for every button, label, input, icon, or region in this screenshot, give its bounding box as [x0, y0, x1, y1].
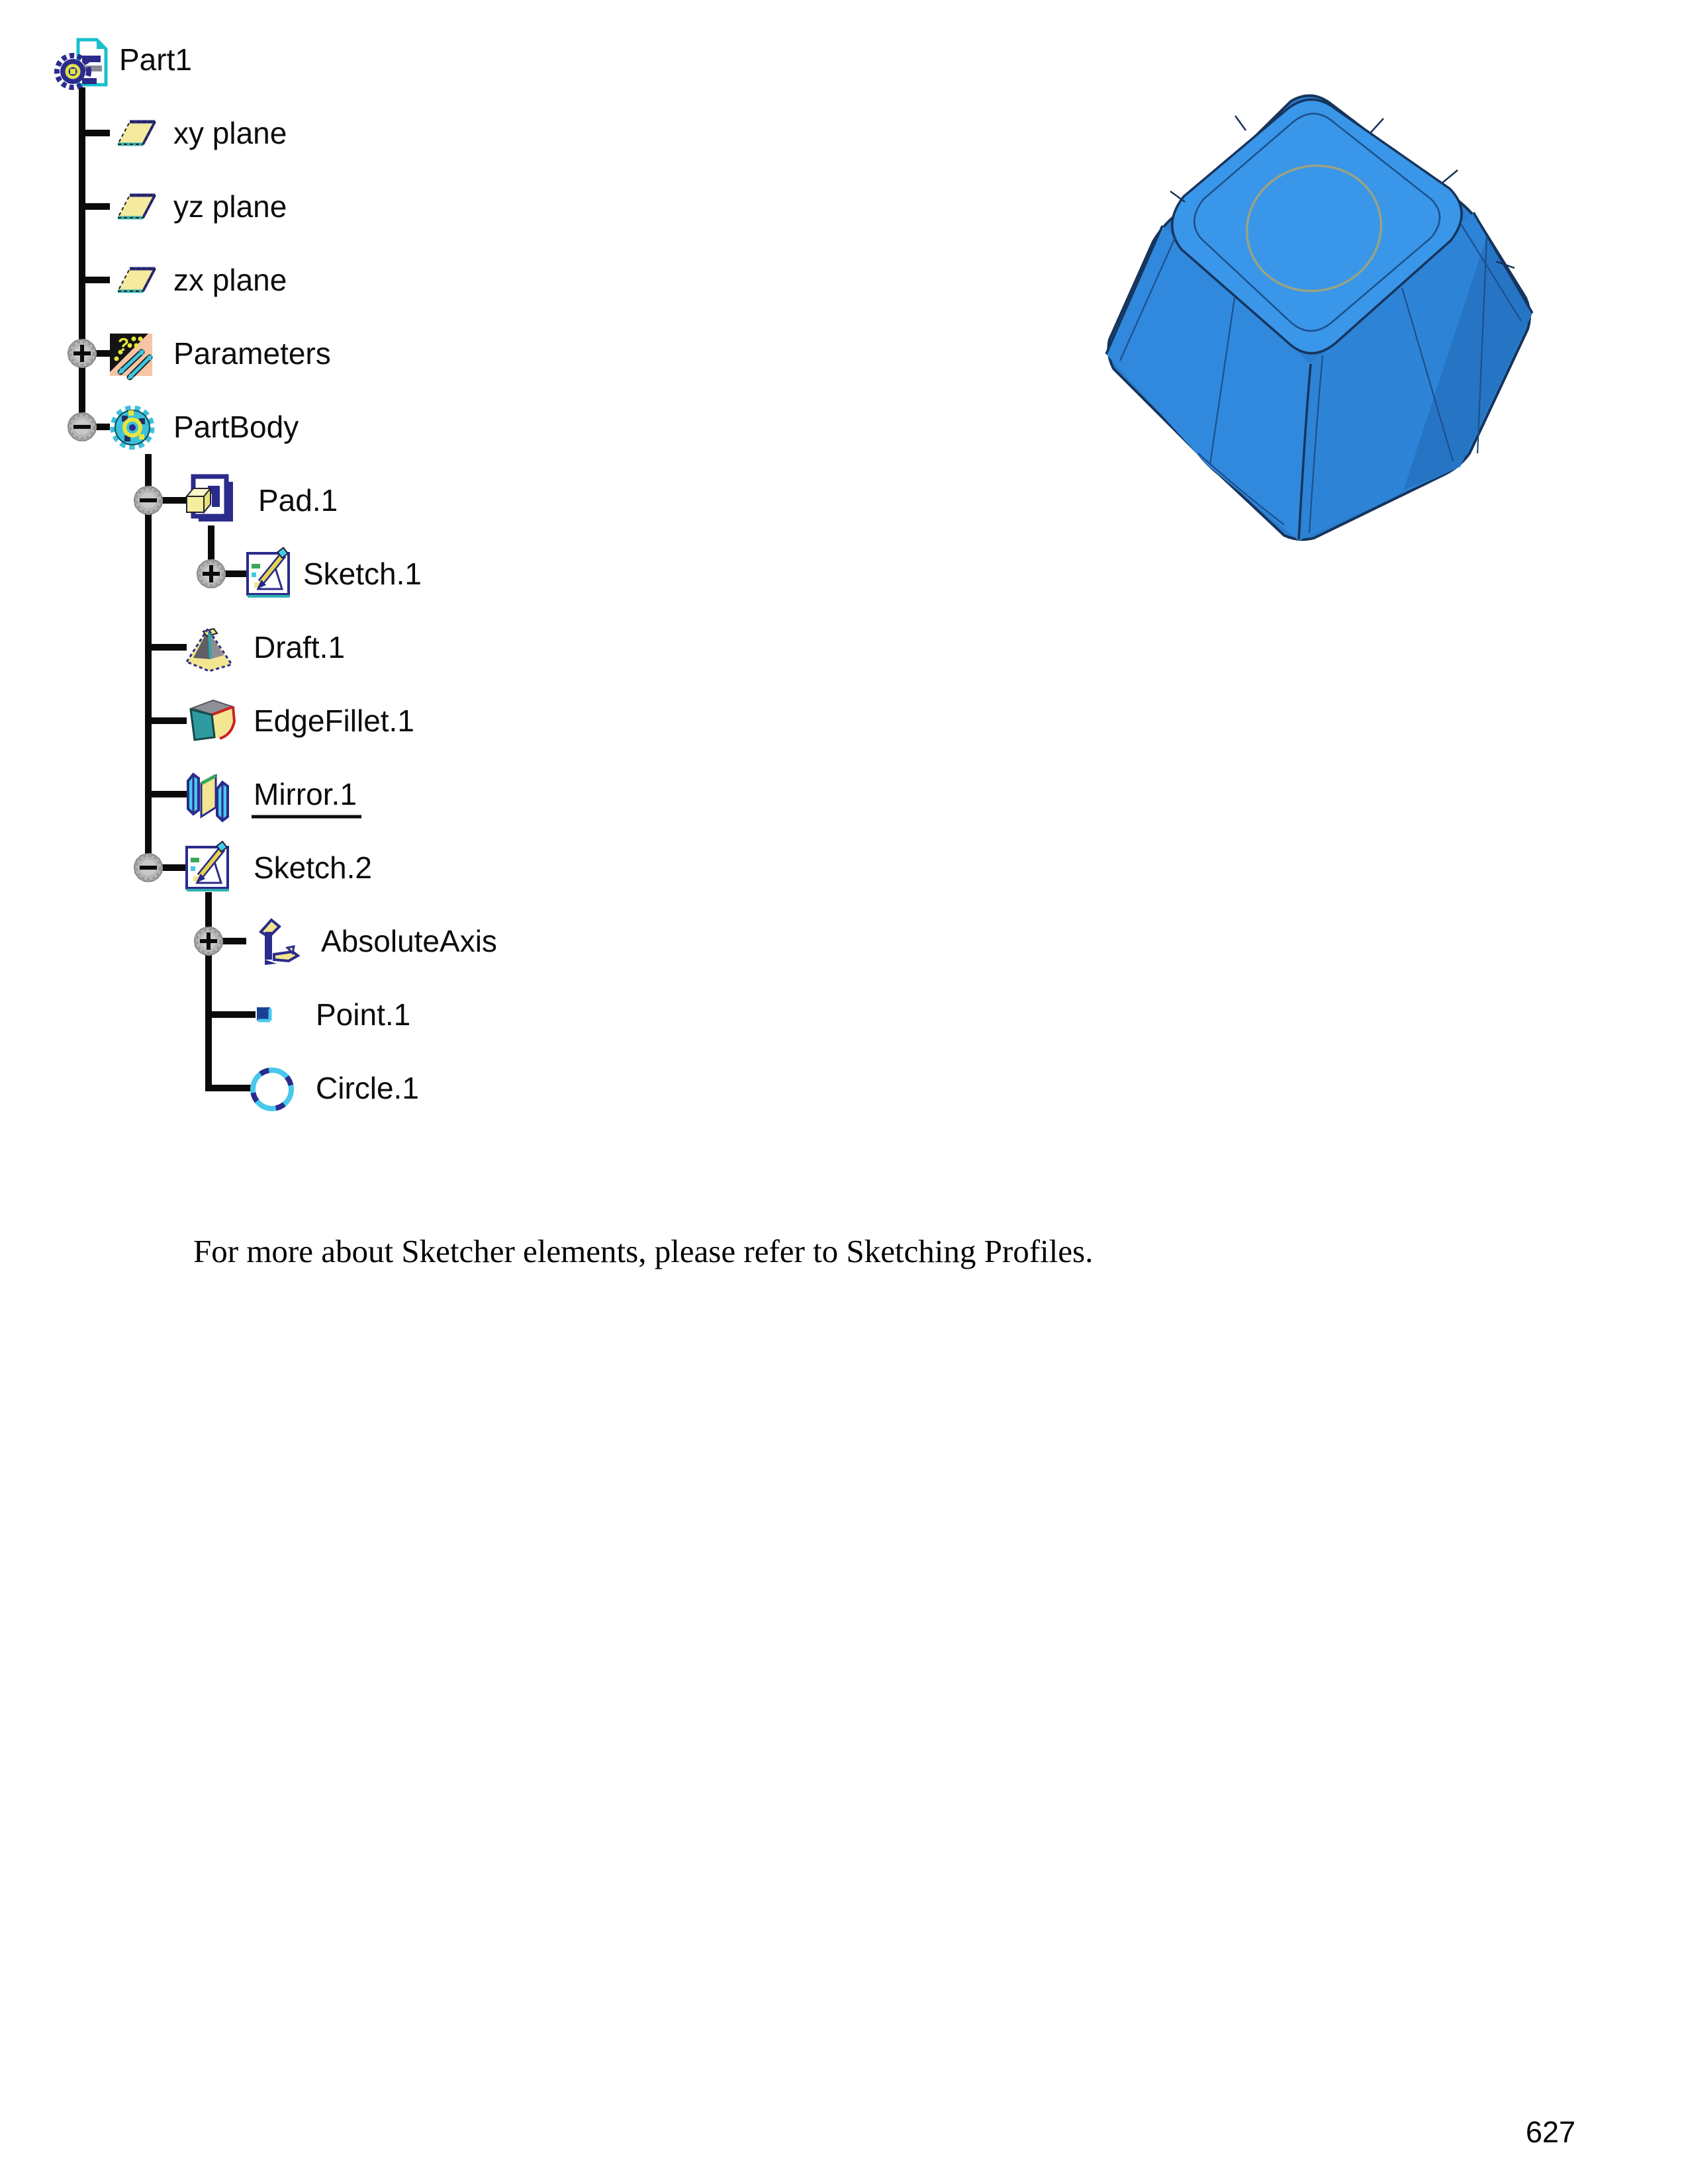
tree-node-label[interactable]: zx plane: [173, 263, 287, 297]
pad-3d-part[interactable]: [1106, 95, 1532, 541]
tree-node-label[interactable]: Draft.1: [254, 630, 346, 664]
parameters-icon[interactable]: [110, 334, 152, 380]
tree-node-yz-plane[interactable]: [118, 189, 287, 224]
plane-icon[interactable]: [118, 122, 155, 144]
edgefillet-icon[interactable]: [191, 700, 234, 740]
body-paragraph: For more about Sketcher elements, please refer to Sketching Profiles.: [193, 1233, 1094, 1269]
tree-node-draft1[interactable]: [187, 629, 345, 671]
collapse-minus-handle[interactable]: [68, 413, 96, 441]
circle-icon[interactable]: [245, 1062, 299, 1116]
tree-node-circle1[interactable]: [245, 1062, 419, 1116]
tree-node-label[interactable]: Sketch.1: [303, 557, 422, 591]
expand-plus-handle[interactable]: [197, 560, 225, 588]
pad-icon[interactable]: [187, 477, 233, 522]
collapse-minus-handle[interactable]: [134, 854, 162, 882]
tree-node-label[interactable]: yz plane: [173, 189, 287, 224]
tree-node-mirror1[interactable]: [188, 774, 361, 821]
plane-icon[interactable]: [118, 195, 155, 218]
spec-tree: [0, 0, 861, 1224]
tree-node-label[interactable]: Sketch.2: [254, 850, 372, 885]
sketch-icon[interactable]: [248, 548, 290, 596]
tree-node-label[interactable]: Point.1: [316, 997, 411, 1032]
tree-node-label[interactable]: Mirror.1: [254, 777, 357, 811]
draft-icon[interactable]: [187, 629, 232, 671]
tree-node-edgefillet1[interactable]: [191, 700, 414, 740]
tree-node-part1[interactable]: [57, 40, 192, 87]
mirror-icon[interactable]: [188, 774, 228, 821]
plane-icon[interactable]: [118, 269, 155, 291]
tree-connectors: [82, 87, 256, 1091]
expand-plus-handle[interactable]: [195, 927, 222, 955]
tree-node-label[interactable]: PartBody: [173, 410, 299, 444]
tree-node-zx-plane[interactable]: [118, 263, 287, 297]
tree-node-label[interactable]: AbsoluteAxis: [321, 924, 497, 958]
tree-node-point1[interactable]: [257, 997, 410, 1032]
part-viewer[interactable]: [1092, 69, 1549, 553]
page-number: 627: [1525, 2115, 1575, 2149]
point-icon[interactable]: [257, 1007, 270, 1021]
tree-node-label[interactable]: Pad.1: [258, 483, 338, 518]
collapse-minus-handle[interactable]: [134, 486, 162, 514]
tree-node-label[interactable]: Circle.1: [316, 1071, 419, 1105]
partbody-icon[interactable]: [113, 408, 152, 447]
tree-node-label[interactable]: EdgeFillet.1: [254, 704, 414, 738]
tree-node-label[interactable]: Parameters: [173, 336, 331, 371]
sketch-icon[interactable]: [187, 842, 229, 890]
axis-icon[interactable]: [261, 920, 298, 965]
tree-node-xy-plane[interactable]: [118, 116, 287, 150]
tree-node-label[interactable]: xy plane: [173, 116, 287, 150]
tree-node-label[interactable]: Part1: [119, 42, 192, 77]
expand-plus-handle[interactable]: [68, 340, 96, 367]
part-icon[interactable]: [57, 40, 106, 87]
